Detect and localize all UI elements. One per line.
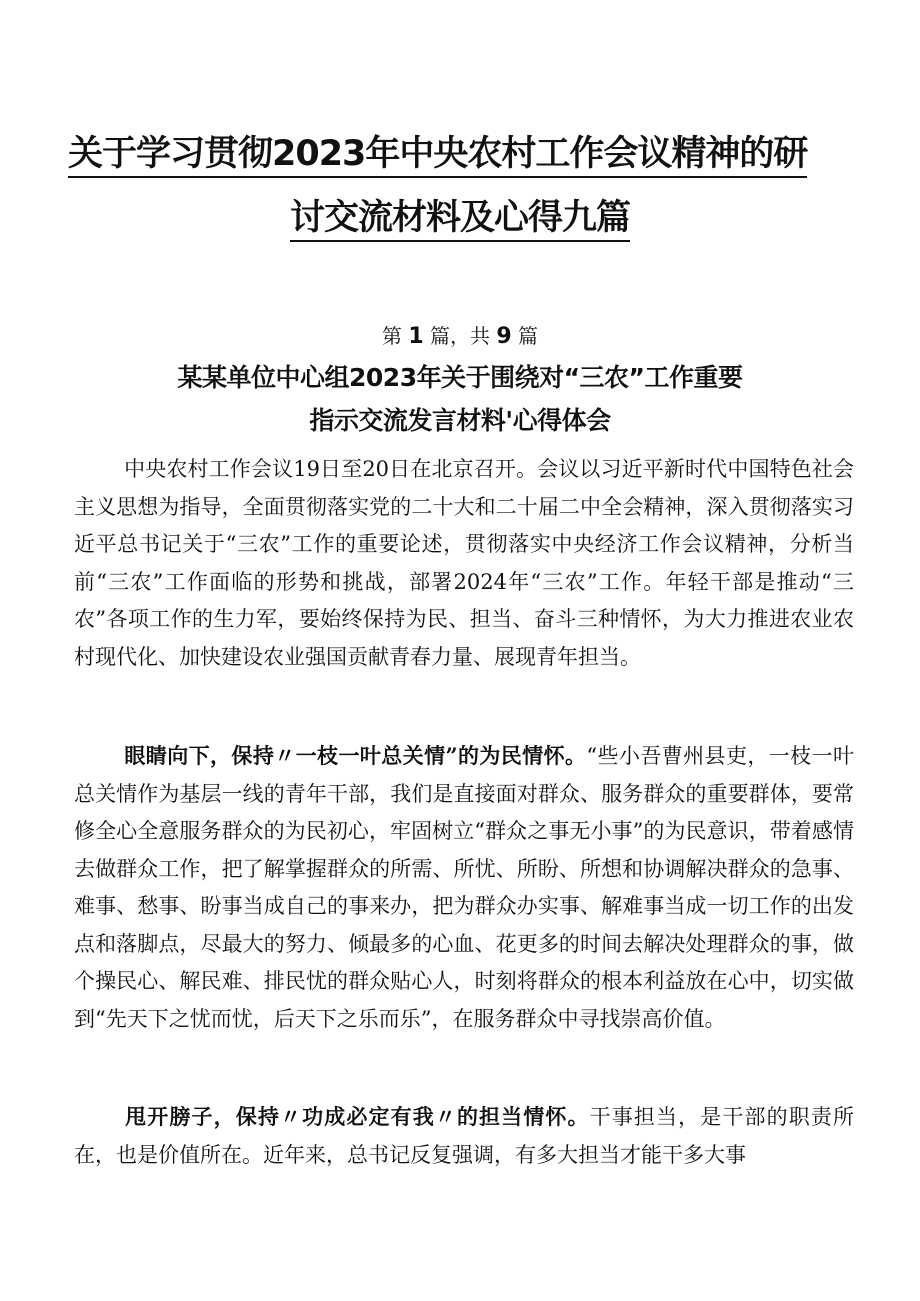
part-prefix: 第 bbox=[381, 324, 402, 348]
section-title-line-1: 某某单位中心组2023年关于围绕对“三农”工作重要 bbox=[177, 363, 743, 392]
paragraph-2-lead: 眼睛向下，保持〃一枝一叶总关情”的为民情怀。 bbox=[124, 743, 587, 768]
document-title-text-2: 讨交流材料及心得九篇 bbox=[290, 198, 630, 242]
part-indicator bbox=[0, 322, 920, 351]
document-title-text-1: 关于学习贯彻2023年中央农村工作会议精神的研 bbox=[68, 134, 807, 178]
part-total: 9 bbox=[496, 324, 512, 349]
paragraph-3-text: 干事担当，是干部的职责所在，也是价值所在。近年来，总书记反复强调，有多大担当才能干多大事 bbox=[74, 1105, 855, 1167]
paragraph-3 bbox=[74, 1098, 854, 1174]
part-suffix: 篇 bbox=[518, 324, 539, 348]
section-title-line-2: 指示交流发言材料'心得体会 bbox=[309, 406, 611, 435]
paragraph-1-text: 中央农村工作会议19日至20日在北京召开。会议以习近平新时代中国特色社会主义思想为指导，全面贯彻落实党的二十大和二十届二中全会精神，深入贯彻落实习近平总书记关于“三农”工作的重要论述，贯彻落实中央经济工作会议精神，分析当前“三农”工作面临的形势和挑战，部署2024年“三农”工作。年轻干部是推动“三农”各项工作的生力军，要始终保持为民、担当、奋斗三种情怀，为大力推进农业农村现代化、加快建设农业强国贡献青春力量、展现青年担当。 bbox=[74, 457, 854, 669]
document-title-line-2 bbox=[60, 196, 860, 240]
paragraph-2 bbox=[74, 737, 854, 1038]
paragraph-2-text: “些小吾曹州县吏，一枝一叶总关情作为基层一线的青年干部，我们是直接面对群众、服务群众的重要群体，要常修全心全意服务群众的为民初心，牢固树立“群众之事无小事”的为民意识，带着感情去做群众工作，把了解掌握群众的所需、所忧、所盼、所想和协调解决群众的急事、难事、愁事、盼事当成自己的事来办，把为群众办实事、解难事当成一切工作的出发点和落脚点，尽最大的努力、倾最多的心血、花更多的时间去解决处理群众的事，做个操民心、解民难、排民忧的群众贴心人，时刻将群众的根本利益放在心中，切实做到“先天下之忧而忧，后天下之乐而乐”，在服务群众中寻找崇高价值。 bbox=[74, 744, 854, 1031]
document-title-line-1 bbox=[68, 132, 808, 176]
paragraph-1 bbox=[74, 451, 854, 676]
part-index: 1 bbox=[408, 324, 424, 349]
paragraph-3-lead: 甩开膀子，保持〃功成必定有我〃的担当情怀。 bbox=[124, 1104, 590, 1129]
part-middle: 篇，共 bbox=[430, 324, 490, 348]
